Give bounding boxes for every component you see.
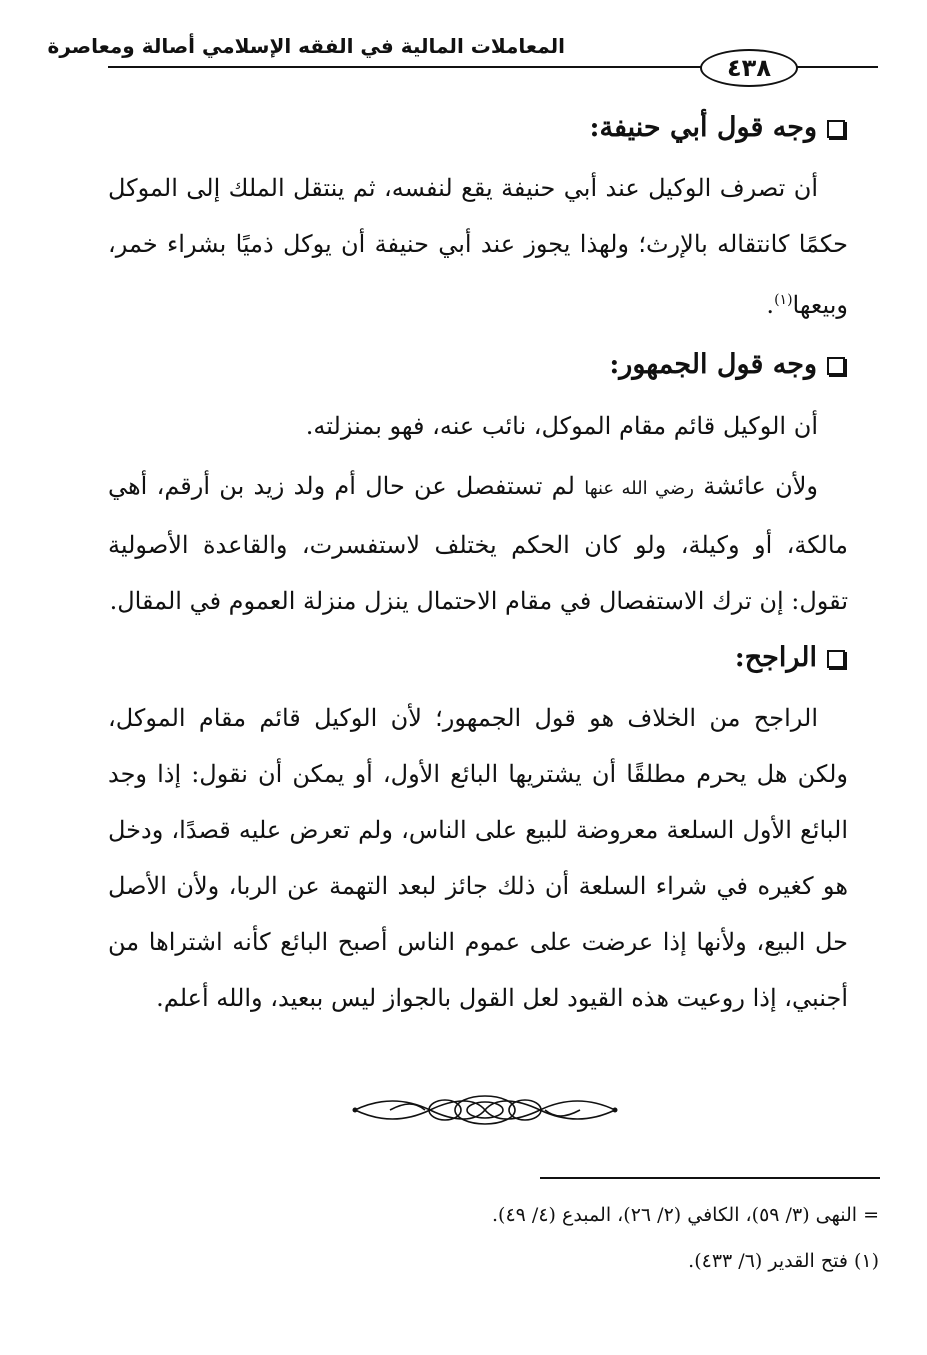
paragraph-abu-hanifa: أن تصرف الوكيل عند أبي حنيفة يقع لنفسه، ثم ينتقل الملك إلى الموكل حكمًا كانتقاله بالإرث؛ ولهذا يجوز عند أبي حنيفة أن يوكل ذميًا بشراء خمر، وبيعها$^{(١)}$.	[108, 174, 848, 319]
checkbox-icon	[827, 120, 845, 138]
paragraph-jumhur-1	[108, 398, 848, 454]
footnote-marker: (١)	[774, 292, 793, 308]
paragraph-jumhur-2	[108, 458, 848, 629]
footnote-continuation: = النهى (٣/ ٥٩)، الكافي (٢/ ٢٦)، المبدع (٤/ ٤٩).	[492, 1204, 879, 1226]
paragraph-text: لم تستفصل عن حال أم ولد زيد بن أرقم، أهي مالكة، أو وكيلة، ولو كان الحكم يختلف لاستفسرت، والقاعدة الأصولية تقول: إن ترك الاستفصال في مقام الاحتمال ينزل منزلة العموم في المقال.	[108, 472, 848, 615]
page-number: ٤٣٨	[700, 49, 798, 87]
section-heading-jumhur	[609, 345, 845, 385]
paragraph-text: الراجح من الخلاف هو قول الجمهور؛ لأن الوكيل قائم مقام الموكل، ولكن هل يحرم مطلقًا أن يشتريها البائع الأول، أو يمكن أن نقول: إذا وجد البائع الأول السلعة معروضة للبيع على الناس، ولم تعرض عليه قصدًا، ودخل هو كغيره في شراء السلعة أن ذلك جائز لبعد التهمة عن الربا، ولأن الأصل حل البيع، ولأنها إذا عرضت على عموم الناس أصبح البائع كأنه اشتراها من أجنبي، إذا روعيت هذه القيود لعل القول بالجواز ليس ببعيد، والله أعلم.	[108, 704, 848, 1012]
section-heading-text: الراجح:	[734, 642, 817, 673]
running-header-title: المعاملات المالية في الفقه الإسلامي أصالة ومعاصرة	[47, 34, 565, 58]
paragraph-rajih	[108, 690, 848, 1026]
section-heading-text: وجه قول الجمهور:	[609, 349, 817, 380]
paragraph-text: أن الوكيل قائم مقام الموكل، نائب عنه، فهو بمنزلته.	[305, 412, 818, 440]
footnote-1: (١) فتح القدير (٦/ ٤٣٣).	[688, 1250, 879, 1272]
paragraph-text: أن تصرف الوكيل عند أبي حنيفة يقع لنفسه، ثم ينتقل الملك إلى الموكل حكمًا كانتقاله بالإرث؛ ولهذا يجوز عند أبي حنيفة أن يوكل ذميًا بشراء خمر، وبيعها	[108, 174, 848, 319]
footnote-rule	[540, 1177, 880, 1179]
section-heading-abu-hanifa	[590, 108, 845, 148]
honorific-symbol: رضي الله عنها	[584, 478, 694, 499]
checkbox-icon	[827, 357, 845, 375]
section-heading-text: وجه قول أبي حنيفة:	[589, 112, 817, 143]
checkbox-icon	[827, 650, 845, 668]
section-heading-rajih	[735, 638, 845, 678]
paragraph-text: ولأن عائشة	[703, 472, 818, 500]
ornament-divider	[350, 1088, 620, 1132]
